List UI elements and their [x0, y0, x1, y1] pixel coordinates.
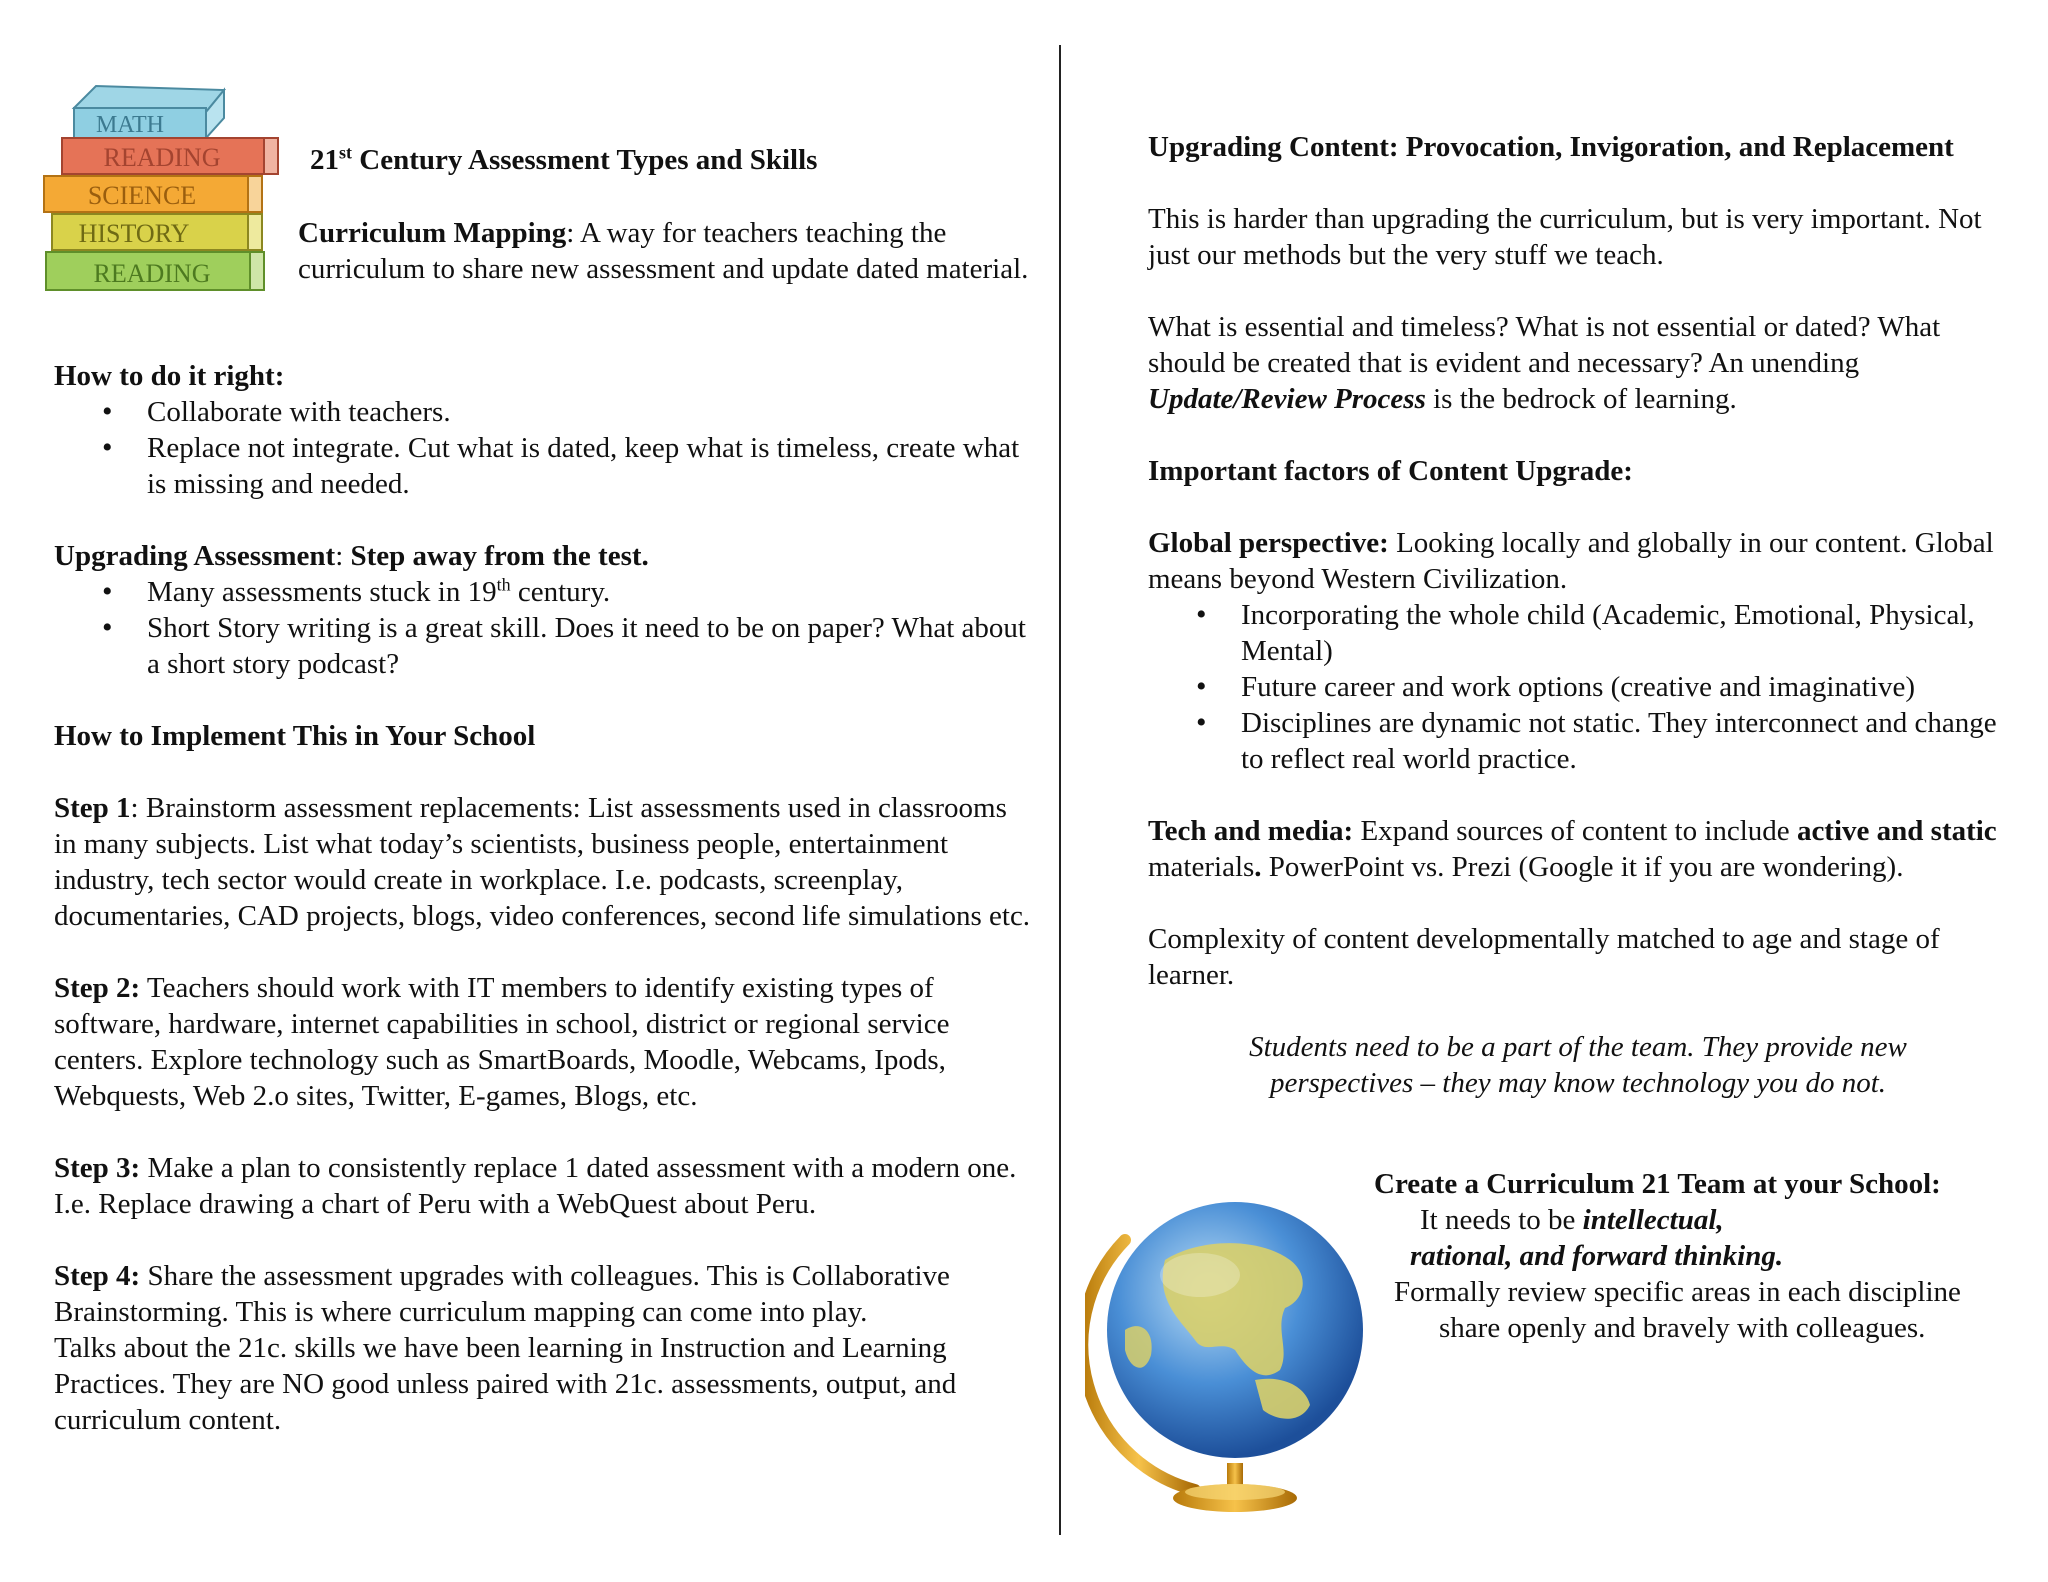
team-line-4: share openly and bravely with colleagues. — [1439, 1312, 1926, 1344]
implement-heading: How to Implement This in Your School — [54, 720, 536, 752]
step-3-paragraph: Step 3: Make a plan to consistently replace 1 dated assessment with a modern one. I.e. Replace drawing a chart of Peru with a WebQuest about Peru. — [54, 1152, 1017, 1220]
complexity-paragraph: Complexity of content developmentally matched to age and stage of learner. — [1148, 923, 1940, 991]
book-label-history: HISTORY — [78, 219, 190, 248]
team-block — [1358, 1166, 2018, 1346]
team-line-2: rational, and forward thinking. — [1410, 1240, 1784, 1272]
factors-heading: Important factors of Content Upgrade: — [1148, 455, 1633, 487]
book-label-reading-bottom: READING — [93, 259, 211, 288]
essential-paragraph: What is essential and timeless? What is not essential or dated? What should be created that is evident and necessary? An unending Update/Review Process is the bedrock of learning. — [1148, 311, 1941, 415]
list-item: • Many assessments stuck in 19th century. — [54, 574, 1034, 610]
upgrading-assessment-heading: Upgrading Assessment: Step away from the test. — [54, 540, 649, 572]
list-item: • Future career and work options (creative and imaginative) — [1148, 669, 2018, 705]
book-label-math: MATH — [95, 112, 165, 138]
document-title: 21st Century Assessment Types and Skills — [310, 142, 818, 176]
book-label-reading-top: READING — [103, 143, 221, 172]
globe-image — [1085, 1180, 1375, 1530]
tech-media-paragraph: Tech and media: Expand sources of content to include active and static materials. PowerPoint vs. Prezi (Google it if you are wondering). — [1148, 815, 1997, 883]
upgrading-assessment-list — [54, 574, 1034, 682]
step-1-paragraph: Step 1: Brainstorm assessment replacements: List assessments used in classrooms in many subjects. List what today’s scientists, business people, entertainment industry, tech sector would create in workplace. I.e. podcasts, screenplay, documentaries, CAD projects, blogs, video conferences, second life simulations etc. — [54, 792, 1031, 932]
global-perspective-list — [1148, 597, 2018, 777]
students-quote: Students need to be a part of the team. They provide new perspectives – they may know technology you do not. — [1249, 1031, 1907, 1099]
list-item: • Replace not integrate. Cut what is dated, keep what is timeless, create what is missing and needed. — [54, 430, 1034, 502]
list-item: • Incorporating the whole child (Academic, Emotional, Physical, Mental) — [1148, 597, 2018, 669]
books-stack-image — [34, 50, 294, 310]
talks-paragraph: Talks about the 21c. skills we have been learning in Instruction and Learning Practices. They are NO good unless paired with 21c. assessments, output, and curriculum content. — [54, 1332, 957, 1436]
intro-paragraph: This is harder than upgrading the curriculum, but is very important. Not just our methods but the very stuff we teach. — [1148, 203, 1982, 271]
column-divider — [1059, 45, 1061, 1535]
upgrading-content-heading: Upgrading Content: Provocation, Invigoration, and Replacement — [1148, 131, 1954, 163]
howto-list — [54, 394, 1034, 502]
howto-heading: How to do it right: — [54, 360, 285, 392]
team-heading: Create a Curriculum 21 Team at your School: — [1374, 1168, 1941, 1200]
team-line-3: Formally review specific areas in each discipline — [1394, 1276, 1961, 1308]
curriculum-mapping-label: Curriculum Mapping — [298, 217, 567, 249]
book-label-science: SCIENCE — [87, 181, 197, 210]
list-item: • Short Story writing is a great skill. Does it need to be on paper? What about a short story podcast? — [54, 610, 1034, 682]
global-perspective-paragraph: Global perspective: Looking locally and globally in our content. Global means beyond Western Civilization. — [1148, 527, 1994, 595]
team-line-1: It needs to be intellectual, — [1420, 1204, 1724, 1236]
list-item: • Disciplines are dynamic not static. They interconnect and change to reflect real world practice. — [1148, 705, 2018, 777]
step-4-paragraph: Step 4: Share the assessment upgrades with colleagues. This is Collaborative Brainstorming. This is where curriculum mapping can come into play. — [54, 1260, 950, 1328]
list-item: • Collaborate with teachers. — [54, 394, 1034, 430]
step-2-paragraph: Step 2: Teachers should work with IT members to identify existing types of software, hardware, internet capabilities in school, district or regional service centers. Explore technology such as SmartBoards, Moodle, Webcams, Ipods, Webquests, Web 2.o sites, Twitter, E-games, Blogs, etc. — [54, 972, 950, 1112]
curriculum-mapping-paragraph: Curriculum Mapping: A way for teachers teaching the curriculum to share new assessment and update dated material. — [298, 217, 1029, 285]
